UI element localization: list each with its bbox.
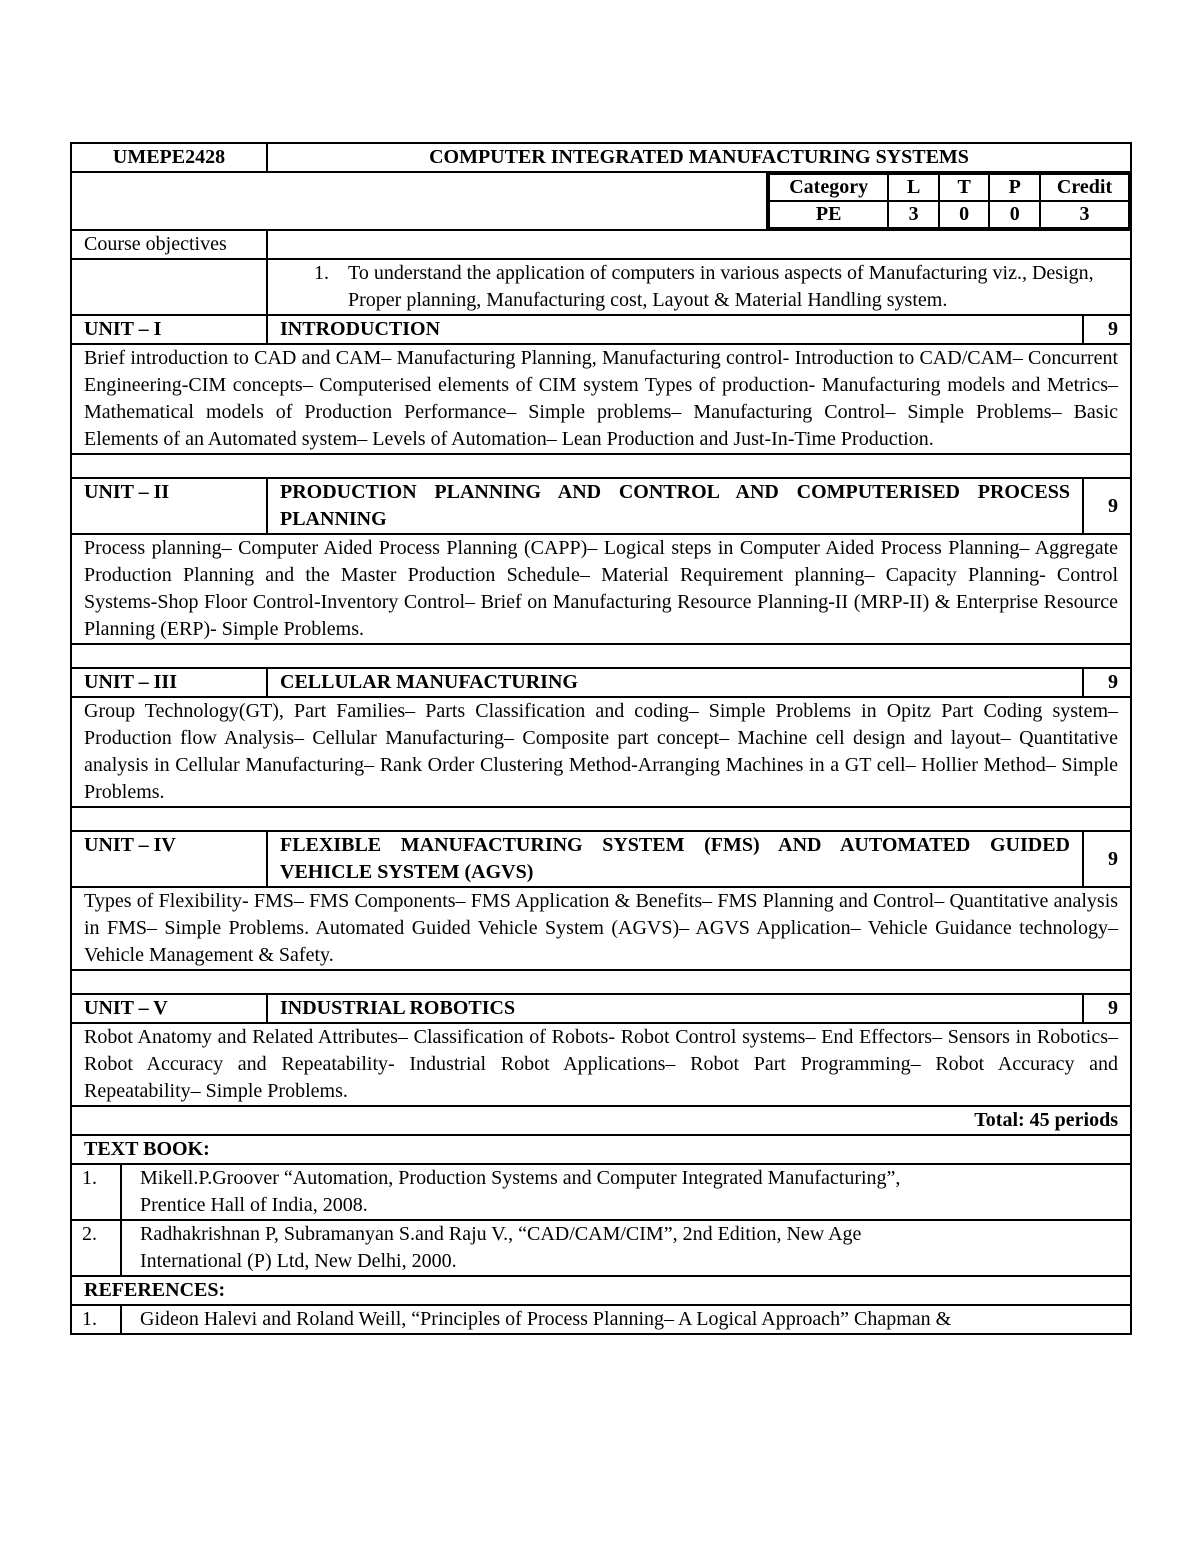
unit-3-label: UNIT – III bbox=[71, 668, 267, 697]
unit-4-label: UNIT – IV bbox=[71, 831, 267, 887]
objectives-text: To understand the application of computers in various aspects of Manufacturing viz., Design, Proper planning, Manufacturing cost, Layout & Material Handling system. bbox=[348, 262, 1094, 311]
spacer-cell bbox=[71, 644, 1131, 668]
text-book-1-line1: Mikell.P.Groover “Automation, Production Systems and Computer Integrated Manufacturing”, bbox=[140, 1167, 901, 1189]
unit-3-header-row bbox=[71, 668, 1131, 697]
credit-value-row bbox=[769, 201, 1129, 228]
credit-spacer bbox=[71, 172, 767, 230]
references-heading-row bbox=[71, 1276, 1131, 1305]
reference-1-row bbox=[71, 1305, 1131, 1334]
total-row bbox=[71, 1106, 1131, 1135]
unit-5-hours: 9 bbox=[1083, 994, 1131, 1023]
spacer-cell bbox=[71, 807, 1131, 831]
text-book-2-line1: Radhakrishnan P, Subramanyan S.and Raju V., “CAD/CAM/CIM”, 2nd Edition, New Age bbox=[140, 1223, 862, 1245]
unit-1-header-row bbox=[71, 315, 1131, 344]
unit-4-header-row bbox=[71, 831, 1131, 887]
credit-value-t: 0 bbox=[939, 201, 990, 228]
credit-value-l: 3 bbox=[888, 201, 939, 228]
text-book-1-line2: Prentice Hall of India, 2008. bbox=[140, 1194, 368, 1216]
unit-4-spacer-row bbox=[71, 970, 1131, 994]
unit-4-title: FLEXIBLE MANUFACTURING SYSTEM (FMS) AND AUTOMATED GUIDED VEHICLE SYSTEM (AGVS) bbox=[267, 831, 1083, 887]
unit-1-content: Brief introduction to CAD and CAM– Manufacturing Planning, Manufacturing control- Introduction to CAD/CAM– Concurrent Engineering-CIM concepts– Computerised elements of CIM system Types of production- Manufacturing models and Metrics– Mathematical models of Production Performance– Simple problems– Manufacturing Control– Simple Problems– Basic Elements of an Automated system– Levels of Automation– Lean Production and Just-In-Time Production. bbox=[71, 344, 1131, 454]
unit-2-spacer-row bbox=[71, 644, 1131, 668]
credit-value-p: 0 bbox=[989, 201, 1040, 228]
unit-2-content-row bbox=[71, 534, 1131, 644]
credit-header-l: L bbox=[888, 174, 939, 201]
text-book-2-number: 2. bbox=[71, 1220, 121, 1276]
objectives-cell bbox=[267, 259, 1131, 315]
objectives-row bbox=[71, 259, 1131, 315]
credit-header-credit: Credit bbox=[1040, 174, 1129, 201]
syllabus-table bbox=[70, 142, 1132, 1335]
unit-2-content: Process planning– Computer Aided Process Planning (CAPP)– Logical steps in Computer Aided Process Planning– Aggregate Production Planning and the Master Production Schedule– Material Requirement planning– Capacity Planning- Control Systems-Shop Floor Control-Inventory Control– Brief on Manufacturing Resource Planning-II (MRP-II) & Enterprise Resource Planning (ERP)- Simple Problems. bbox=[71, 534, 1131, 644]
syllabus-page bbox=[70, 142, 1130, 1335]
reference-1 bbox=[121, 1305, 1131, 1334]
credit-row bbox=[71, 172, 1131, 230]
unit-5-label: UNIT – V bbox=[71, 994, 267, 1023]
credit-value-credit: 3 bbox=[1040, 201, 1129, 228]
unit-4-hours: 9 bbox=[1083, 831, 1131, 887]
text-book-1-row bbox=[71, 1164, 1131, 1220]
unit-1-spacer-row bbox=[71, 454, 1131, 478]
objectives-label-row bbox=[71, 230, 1131, 259]
unit-1-content-row bbox=[71, 344, 1131, 454]
credit-header-p: P bbox=[989, 174, 1040, 201]
spacer-cell bbox=[71, 454, 1131, 478]
references-heading: REFERENCES: bbox=[71, 1276, 1131, 1305]
credit-header-category: Category bbox=[769, 174, 888, 201]
unit-2-hours: 9 bbox=[1083, 478, 1131, 534]
unit-1-hours: 9 bbox=[1083, 315, 1131, 344]
text-book-2 bbox=[121, 1220, 1131, 1276]
unit-4-content: Types of Flexibility- FMS– FMS Components– FMS Application & Benefits– FMS Planning and Control– Quantitative analysis in FMS– Simple Problems. Automated Guided Vehicle System (AGVS)– AGVS Application– Vehicle Guidance technology– Vehicle Management & Safety. bbox=[71, 887, 1131, 970]
unit-2-title: PRODUCTION PLANNING AND CONTROL AND COMPUTERISED PROCESS PLANNING bbox=[267, 478, 1083, 534]
unit-3-content: Group Technology(GT), Part Families– Parts Classification and coding– Simple Problems in Opitz Part Coding system– Production flow Analysis– Cellular Manufacturing– Composite part concept– Machine cell design and layout– Quantitative analysis in Cellular Manufacturing– Rank Order Clustering Method-Arranging Machines in a GT cell– Hollier Method– Simple Problems. bbox=[71, 697, 1131, 807]
text-book-2-row bbox=[71, 1220, 1131, 1276]
unit-3-spacer-row bbox=[71, 807, 1131, 831]
unit-3-content-row bbox=[71, 697, 1131, 807]
unit-2-header-row bbox=[71, 478, 1131, 534]
unit-5-content: Robot Anatomy and Related Attributes– Classification of Robots- Robot Control systems– End Effectors– Sensors in Robotics– Robot Accuracy and Repeatability- Industrial Robot Applications– Robot Part Programming– Robot Accuracy and Repeatability– Simple Problems. bbox=[71, 1023, 1131, 1106]
course-header-row bbox=[71, 143, 1131, 172]
objectives-spacer bbox=[71, 259, 267, 315]
text-book-2-line2: International (P) Ltd, New Delhi, 2000. bbox=[140, 1250, 457, 1272]
unit-1-label: UNIT – I bbox=[71, 315, 267, 344]
text-book-1 bbox=[121, 1164, 1131, 1220]
objectives-label-spacer bbox=[267, 230, 1131, 259]
objectives-label: Course objectives bbox=[71, 230, 267, 259]
objectives-number: 1. bbox=[314, 262, 329, 284]
unit-5-header-row bbox=[71, 994, 1131, 1023]
text-book-1-number: 1. bbox=[71, 1164, 121, 1220]
reference-1-number: 1. bbox=[71, 1305, 121, 1334]
credit-table bbox=[768, 173, 1130, 229]
course-code: UMEPE2428 bbox=[71, 143, 267, 172]
unit-3-hours: 9 bbox=[1083, 668, 1131, 697]
credit-cell bbox=[767, 172, 1131, 230]
text-book-heading-row bbox=[71, 1135, 1131, 1164]
unit-1-title: INTRODUCTION bbox=[267, 315, 1083, 344]
credit-header-row bbox=[769, 174, 1129, 201]
reference-1-line1: Gideon Halevi and Roland Weill, “Principles of Process Planning– A Logical Approach” Chapman & bbox=[140, 1308, 952, 1330]
unit-2-label: UNIT – II bbox=[71, 478, 267, 534]
text-book-heading: TEXT BOOK: bbox=[71, 1135, 1131, 1164]
unit-5-content-row bbox=[71, 1023, 1131, 1106]
unit-4-content-row bbox=[71, 887, 1131, 970]
credit-value-category: PE bbox=[769, 201, 888, 228]
unit-5-title: INDUSTRIAL ROBOTICS bbox=[267, 994, 1083, 1023]
spacer-cell bbox=[71, 970, 1131, 994]
course-title: COMPUTER INTEGRATED MANUFACTURING SYSTEMS bbox=[267, 143, 1131, 172]
total-periods: Total: 45 periods bbox=[71, 1106, 1131, 1135]
unit-3-title: CELLULAR MANUFACTURING bbox=[267, 668, 1083, 697]
credit-header-t: T bbox=[939, 174, 990, 201]
